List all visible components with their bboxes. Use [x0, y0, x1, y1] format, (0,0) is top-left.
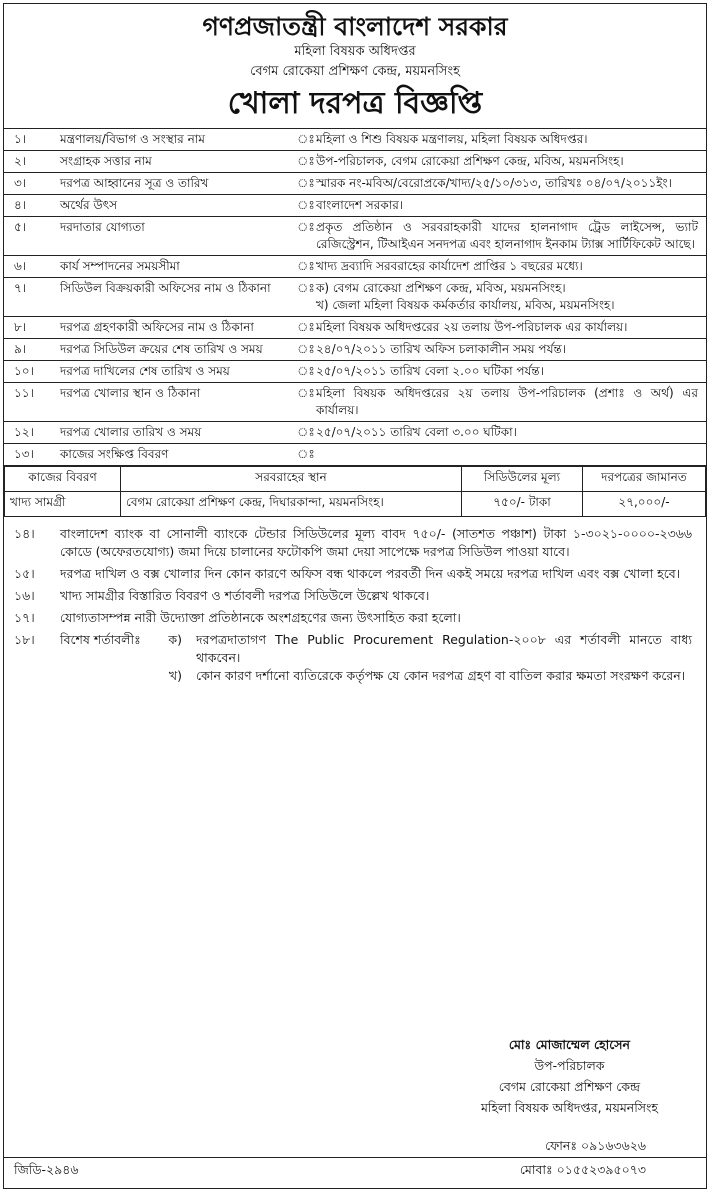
- table-row: [4, 129, 706, 151]
- condition: [150, 631, 706, 667]
- signatory-dept: মহিলা বিষয়ক অধিদপ্তর, ময়মনসিংহ: [480, 1100, 658, 1115]
- list-item: [4, 563, 706, 585]
- table-row: [4, 173, 706, 195]
- condition-text: দরপত্রদাতাগণ The Public Procurement Regulation-২০০৮ এর শর্তাবলী মানতে বাধ্য থাকবেন।: [196, 632, 692, 665]
- item-value: ২৫/০৭/২০১১ তারিখ বেলা ৩.০০ ঘটিকা।: [316, 425, 517, 439]
- department-name: মহিলা বিষয়ক অধিদপ্তর: [294, 44, 416, 59]
- item-colon: ঃ: [297, 281, 315, 295]
- item-label: দরপত্র সিডিউল ক্রয়ের শেষ তারিখ ও সময়: [60, 342, 263, 356]
- item-number: ৯।: [14, 342, 27, 356]
- item-number: ২।: [14, 154, 27, 168]
- center-name: বেগম রোকেয়া প্রশিক্ষণ কেন্দ্র, ময়মনসিংহ: [250, 64, 460, 79]
- item-colon: ঃ: [297, 259, 315, 273]
- footer: [4, 1157, 706, 1188]
- table-cell: বেগম রোকেয়া প্রশিক্ষণ কেন্দ্র, দিঘারকান্দা, ময়মনসিংহ।: [121, 492, 462, 517]
- item-colon: ঃ: [297, 320, 315, 334]
- item-number: ১।: [14, 132, 27, 146]
- item-value: উপ-পরিচালক, বেগম রোকেয়া প্রশিক্ষণ কেন্দ্র, মবিঅ, ময়মনসিংহ।: [316, 154, 624, 168]
- item-number: ১৭।: [14, 610, 35, 625]
- table-header: কাজের বিবরণ: [5, 467, 121, 492]
- item-label: অর্থের উৎস: [60, 198, 118, 212]
- item-value: মহিলা বিষয়ক অধিদপ্তরের ২য় তলায় উপ-পরিচালক এর কার্যালয়।: [316, 320, 628, 334]
- item-text: যোগ্যতাসম্পন্ন নারী উদ্যোক্তা প্রতিষ্ঠানকে অংশগ্রহণের জন্য উৎসাহিত করা হলো।: [60, 610, 461, 625]
- notice-title: খোলা দরপত্র বিজ্ঞপ্তি: [227, 86, 483, 121]
- table-header: সিডিউলের মূল্য: [462, 467, 583, 492]
- condition-key: ক): [168, 632, 182, 647]
- item-colon: ঃ: [297, 386, 315, 400]
- table-cell: খাদ্য সামগ্রী: [5, 492, 121, 517]
- item-label: দরদাতার যোগ্যতা: [60, 220, 145, 234]
- table-row: [4, 422, 706, 444]
- table-row: [4, 361, 706, 383]
- tender-notice: [3, 3, 707, 1189]
- special-body: [60, 631, 706, 685]
- item-number: ১২।: [14, 425, 34, 439]
- item-number: ১৮।: [14, 632, 35, 647]
- special-conditions: [4, 629, 706, 687]
- cost-table: [4, 466, 706, 517]
- item-label: কার্য সম্পাদনের সময়সীমা: [60, 259, 180, 273]
- signature-block: [481, 1034, 658, 1118]
- list-item: [4, 607, 706, 629]
- item-number: ১৪।: [14, 526, 35, 541]
- item-colon: ঃ: [297, 447, 315, 461]
- table-row: [4, 383, 706, 422]
- item-number: ১৫।: [14, 566, 35, 581]
- item-colon: ঃ: [297, 154, 315, 168]
- item-value: মহিলা বিষয়ক অধিদপ্তরের ২য় তলায় উপ-পরিচালক (প্রশাঃ ও অর্থ) এর কার্যালয়।: [316, 386, 698, 417]
- item-list: [4, 129, 706, 466]
- item-label: দরপত্র খোলার স্থান ও ঠিকানা: [60, 386, 201, 400]
- item-value: খাদ্য দ্রব্যাদি সরবরাহের কার্যাদেশ প্রাপ্তির ১ বছরের মধ্যে।: [316, 259, 583, 273]
- table-cell: ২৭,০০০/-: [583, 492, 706, 517]
- item-text: দরপত্র দাখিল ও বক্স খোলার দিন কোন কারণে অফিস বন্ধ থাকলে পরবর্তী দিন একই সময়ে দরপত্র দাখিল এবং বক্স খোলা হবে।: [60, 566, 681, 581]
- item-colon: ঃ: [297, 198, 315, 212]
- phone-number: ফোনঃ ০৯১৬৩৬২৬: [545, 1138, 646, 1153]
- item-label: দরপত্র আহ্বানের সূত্র ও তারিখ: [60, 176, 209, 190]
- item-number: ৪।: [14, 198, 27, 212]
- item-label: দরপত্র গ্রহণকারী অফিসের নাম ও ঠিকানা: [60, 320, 254, 334]
- table-header-row: [5, 467, 706, 492]
- table-row: [4, 195, 706, 217]
- item-value: স্মারক নং-মবিঅ/বেরোপ্রকে/খাদ্য/২৫/১০/৩১৩, তারিখঃ ০৪/০৭/২০১১ইং।: [316, 176, 672, 190]
- gd-number: জিডি-২৯৪৬: [14, 1162, 79, 1177]
- table-row: [4, 317, 706, 339]
- item-number: ৩।: [14, 176, 27, 190]
- item-text: খাদ্য সামগ্রীর বিস্তারিত বিবরণ ও শর্তাবলী দরপত্র সিডিউলে উল্লেখ থাকবে।: [60, 588, 430, 603]
- government-title: গণপ্রজাতন্ত্রী বাংলাদেশ সরকার: [202, 12, 508, 41]
- table-row: [4, 339, 706, 361]
- condition: [150, 667, 706, 685]
- header: [4, 12, 706, 124]
- item-value: ক) বেগম রোকেয়া প্রশিক্ষণ কেন্দ্র, মবিঅ, ময়মনসিংহ। খ) জেলা মহিলা বিষয়ক কর্মকর্তার কার্যালয়, মবিঅ, ময়মনসিংহ।: [316, 281, 615, 312]
- condition-text: কোন কারণ দর্শানো ব্যতিরেকে কর্তৃপক্ষ যে কোন দরপত্র গ্রহণ বা বাতিল করার ক্ষমতা সংরক্ষণ করেন।: [196, 668, 686, 683]
- item-value: ২৫/০৭/২০১১ তারিখ বেলা ২.০০ ঘটিকা পর্যন্ত।: [316, 364, 544, 378]
- table-header: সরবরাহের স্থান: [121, 467, 462, 492]
- item-value: বাংলাদেশ সরকার।: [316, 198, 404, 212]
- item-text: বাংলাদেশ ব্যাংক বা সোনালী ব্যাংকে টেন্ডার সিডিউলের মূল্য বাবদ ৭৫০/- (সাতশত পঞ্চাশ) টাকা ১-৩০২১-০০০০-২৩৬৬ কোডে (অফেরতযোগ্য) জমা দিয়ে চালানের ফটোকপি জমা দেয়া সাপেক্ষে দরপত্র সিডিউল পাওয়া যাবে।: [60, 526, 692, 559]
- item-colon: ঃ: [297, 364, 315, 378]
- item-value: প্রকৃত প্রতিষ্ঠান ও সরবরাহকারী যাদের হালনাগাদ ট্রেড লাইসেন্স, ভ্যাট রেজিস্ট্রেশন, টিআইএন সনদপত্র এবং হালনাগাদ ইনকাম ট্যাক্স সার্টিফিকেট আছে।: [316, 220, 698, 251]
- table-row: [4, 151, 706, 173]
- item-colon: ঃ: [297, 132, 315, 146]
- item-number: ৭।: [14, 281, 27, 295]
- table-row: [4, 256, 706, 278]
- item-number: ১১।: [14, 386, 34, 400]
- signatory-office: বেগম রোকেয়া প্রশিক্ষণ কেন্দ্র: [498, 1079, 641, 1094]
- table-row: [5, 492, 706, 517]
- item-colon: ঃ: [297, 176, 315, 190]
- signatory-designation: উপ-পরিচালক: [534, 1058, 605, 1073]
- item-number: ১৩।: [14, 447, 34, 461]
- item-value: [316, 446, 706, 463]
- item-value: মহিলা ও শিশু বিষয়ক মন্ত্রণালয়, মহিলা বিষয়ক অধিদপ্তর।: [316, 132, 588, 146]
- item-number: ৬।: [14, 259, 27, 273]
- signatory-name: মোঃ মোজাম্মেল হোসেন: [508, 1037, 630, 1052]
- mobile-number: মোবাঃ ০১৫৫২৩৯৫০৭৩: [519, 1162, 646, 1177]
- item-label: সংগ্রাহক সত্তার নাম: [60, 154, 152, 168]
- item-number: ১৬।: [14, 588, 35, 603]
- table-row: [4, 278, 706, 317]
- table-cell: ৭৫০/- টাকা: [462, 492, 583, 517]
- item-label: সিডিউল বিক্রয়কারী অফিসের নাম ও ঠিকানা: [60, 281, 271, 295]
- item-label: দরপত্র খোলার তারিখ ও সময়: [60, 425, 202, 439]
- item-number: ৫।: [14, 220, 27, 234]
- item-label: কাজের সংক্ষিপ্ত বিবরণ: [60, 447, 169, 461]
- table-header: দরপত্রের জামানত: [583, 467, 706, 492]
- special-label: বিশেষ শর্তাবলীঃ: [60, 632, 141, 647]
- condition-key: খ): [168, 668, 182, 683]
- item-colon: ঃ: [297, 342, 315, 356]
- item-number: ১০।: [14, 364, 34, 378]
- list-item: [4, 523, 706, 563]
- item-label: মন্ত্রণালয়/বিভাগ ও সংস্থার নাম: [60, 132, 205, 146]
- item-colon: ঃ: [297, 220, 315, 234]
- item-label: দরপত্র দাখিলের শেষ তারিখ ও সময়: [60, 364, 230, 378]
- item-colon: ঃ: [297, 425, 315, 439]
- list-item: [4, 585, 706, 607]
- item-number: ৮।: [14, 320, 27, 334]
- table-row: [4, 444, 706, 466]
- paragraphs: [4, 523, 706, 687]
- table-row: [4, 217, 706, 256]
- item-value: ২৪/০৭/২০১১ তারিখ অফিস চলাকালীন সময় পর্যন্ত।: [316, 342, 567, 356]
